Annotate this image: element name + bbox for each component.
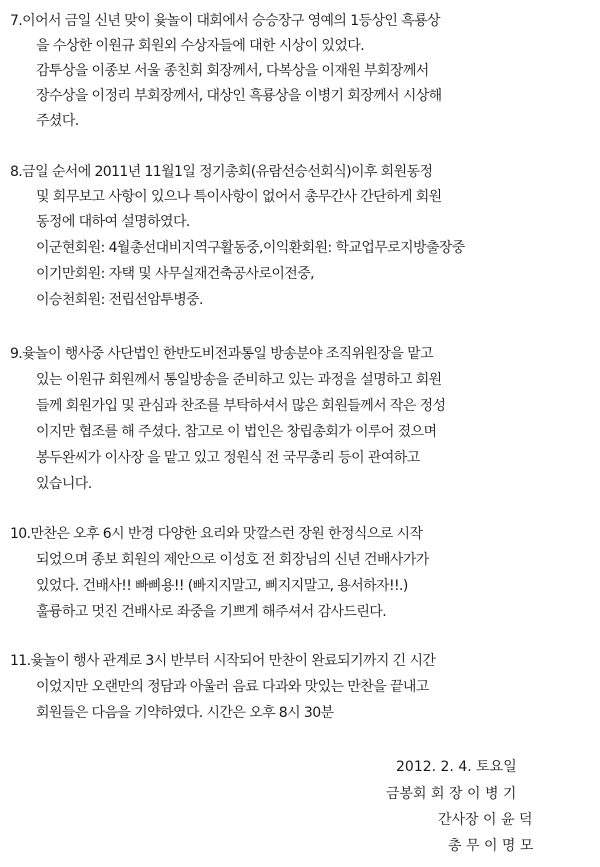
paragraph-line: 이기만회원: 자택 및 사무실재건축공사로이전중, [36, 266, 314, 282]
paragraph-line: 되었으며 종보 회원의 제안으로 이성호 전 회장님의 신년 건배사가가 [36, 552, 429, 568]
signature-chair: 금봉회 회 장 이 병 기 [386, 786, 517, 802]
paragraph-line: 이군현회원: 4월총선대비지역구활동중,이익환회원: 학교업무로지방출장중 [36, 240, 465, 256]
paragraph-line: 이지만 협조를 해 주셨다. 참고로 이 법인은 창립총회가 이루어 졌으며 [36, 424, 437, 440]
signature-treasurer: 총 무 이 명 모 [448, 838, 534, 854]
paragraph-line: 봉두완씨가 이사장 을 맡고 있고 정원식 전 국무총리 등이 관여하고 [36, 450, 420, 466]
paragraph-line: 10.만찬은 오후 6시 반경 다양한 요리와 맛깔스런 장원 한정식으로 시작 [10, 526, 423, 542]
paragraph-line: 동정에 대하여 설명하였다. [36, 214, 190, 230]
signature-secretary: 간사장 이 윤 덕 [438, 812, 533, 828]
signature-date: 2012. 2. 4. 토요일 [396, 759, 517, 775]
paragraph-line: 9.윷놀이 행사중 사단법인 한반도비전과통일 방송분야 조직위원장을 맡고 [10, 346, 433, 362]
paragraph-line: 이었지만 오랜만의 정담과 아울러 음료 다과와 맛있는 만찬을 끝내고 [36, 679, 429, 695]
paragraph-line: 을 수상한 이원규 회원외 수상자들에 대한 시상이 있었다. [36, 38, 365, 54]
paragraph-line: 들께 회원가입 및 관심과 찬조를 부탁하셔서 많은 회원들께서 작은 정성 [36, 398, 446, 414]
paragraph-line: 7.이어서 금일 신년 맞이 윷놀이 대회에서 승승장구 영예의 1등상인 흑룡상 [10, 13, 440, 29]
paragraph-line: 주셨다. [36, 113, 79, 129]
paragraph-line: 있는 이원규 회원께서 통일방송을 준비하고 있는 과정을 설명하고 회원 [36, 372, 442, 388]
paragraph-line: 있었다. 건배사!! 빠삐용!! (빠지지말고, 삐지지말고, 용서하자!!.) [36, 578, 408, 594]
paragraph-line: 8.금일 순서에 2011년 11월1일 정기총회(유람선승선회식)이후 회원동정 [10, 164, 433, 180]
paragraph-line: 있습니다. [36, 476, 92, 492]
paragraph-line: 훌륭하고 멋진 건배사로 좌중을 기쁘게 해주셔서 감사드린다. [36, 604, 387, 620]
paragraph-line: 장수상을 이정리 부회장께서, 대상인 흑룡상을 이병기 회장께서 시상해 [36, 88, 442, 104]
paragraph-line: 이승천회원: 전립선암투병중. [36, 292, 203, 308]
paragraph-line: 11.윷놀이 행사 관계로 3시 반부터 시작되어 만찬이 완료되기까지 긴 시간 [10, 653, 436, 669]
paragraph-line: 감투상을 이종보 서울 종친회 회장께서, 다복상을 이재원 부회장께서 [36, 63, 429, 79]
paragraph-line: 회원들은 다음을 기약하였다. 시간은 오후 8시 30분 [36, 705, 334, 721]
paragraph-line: 및 회무보고 사항이 있으나 특이사항이 없어서 총무간사 간단하게 회원 [36, 189, 442, 205]
